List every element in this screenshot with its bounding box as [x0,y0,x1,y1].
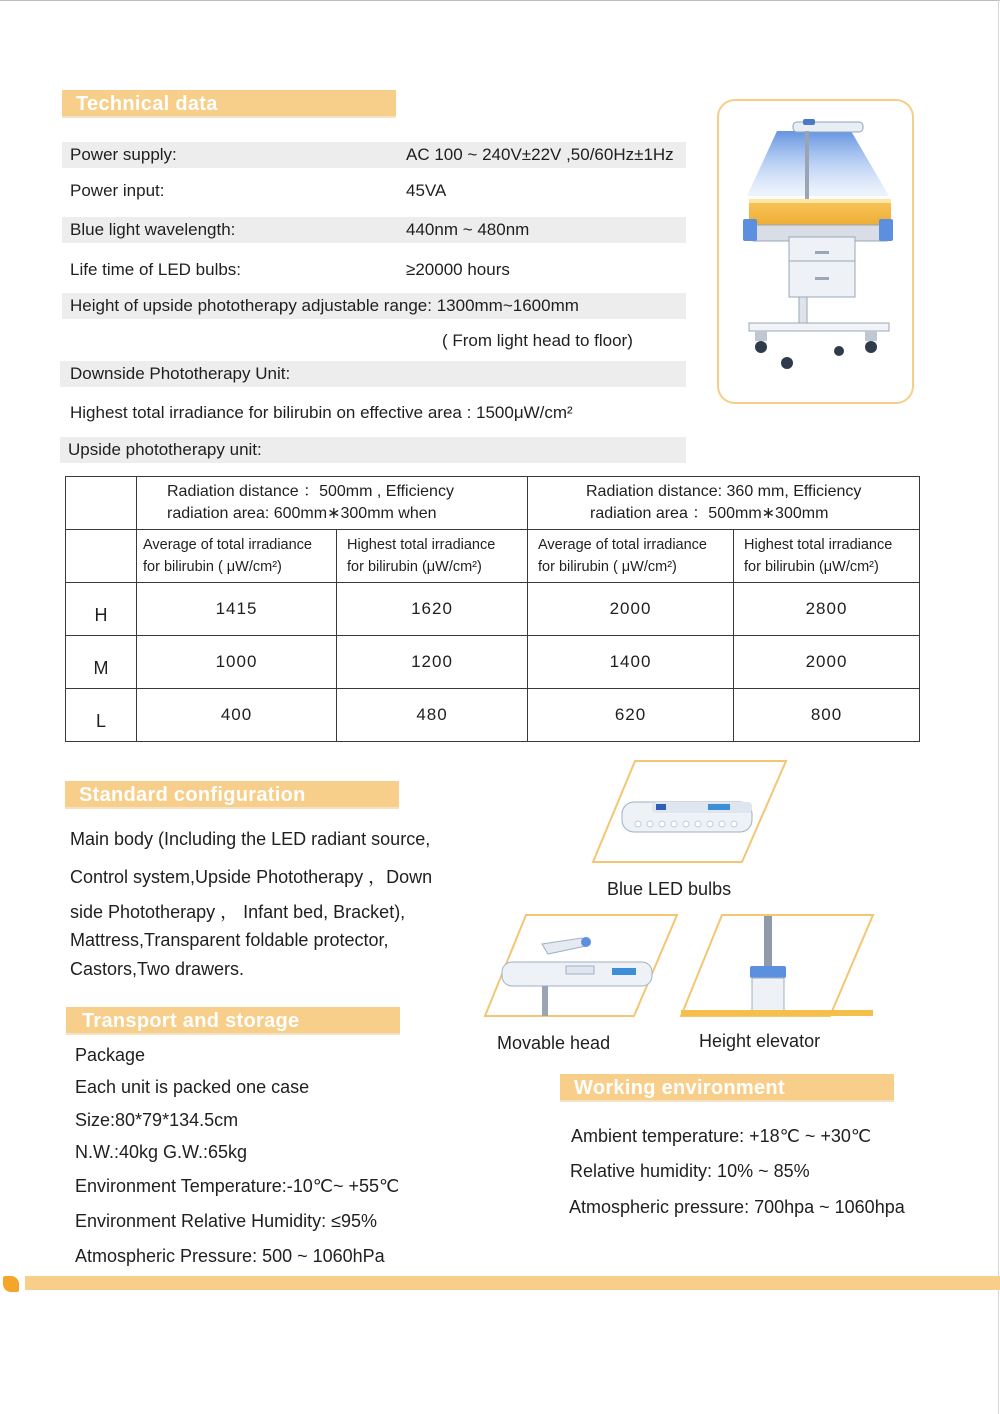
level-cell: H [66,583,137,636]
footer-accent-icon [3,1276,19,1292]
value-cell: 1400 [528,636,734,689]
transport-package: Package [75,1045,146,1065]
table-row [66,689,920,742]
table-row [66,583,920,636]
standard-config-line-5: Castors,Two drawers. [70,959,245,979]
page-border-top [0,0,1000,1]
col-header-avg-500 [137,530,337,583]
technical-data-header: Technical data [62,90,396,118]
transport-pressure: Atmospheric Pressure: 500 ~ 1060hPa [75,1246,385,1266]
value-cell: 2800 [734,583,920,636]
col-high-line1: Highest total irradiance [744,537,893,553]
col-header-avg-360 [528,530,734,583]
transport-humidity: Environment Relative Humidity: ≤95% [75,1211,378,1231]
height-elevator-caption: Height elevator [699,1031,821,1051]
transport-size: Size:80*79*134.5cm [75,1110,239,1130]
spec-row-power-input [62,178,686,204]
working-humidity: Relative humidity: 10% ~ 85% [570,1161,810,1181]
transport-weight: N.W.:40kg G.W.:65kg [75,1142,248,1162]
col-avg-line1: Average of total irradiance [143,537,313,553]
product-photo-card [717,99,914,404]
working-environment-header: Working environment [560,1074,894,1102]
page-border-right [998,0,999,1414]
standard-config-line-4: Mattress,Transparent foldable protector, [70,930,389,950]
value-cell: 1620 [337,583,528,636]
working-pressure: Atmospheric pressure: 700hpa ~ 1060hpa [569,1197,905,1217]
col-high-line1: Highest total irradiance [347,537,496,553]
standard-config-header: Standard configuration [65,781,399,809]
transport-packed: Each unit is packed one case [75,1077,310,1097]
value-cell: 2000 [528,583,734,636]
value-cell: 1000 [137,636,337,689]
irradiance-table [65,476,920,742]
value-cell: 480 [337,689,528,742]
group-500mm-line1: Radiation distance ：500mm , Efficiency [167,483,454,500]
table-header-row-2 [66,530,920,583]
col-high-line2: for bilirubin (μW/cm²) [744,559,879,575]
footer-bar [25,1276,1000,1290]
working-ambient: Ambient temperature: +18℃ ~ +30℃ [571,1126,872,1146]
upside-label: Upside phototherapy unit: [68,440,262,459]
standard-config-line-1: Main body (Including the LED radiant source, [70,829,431,849]
value-cell: 2000 [734,636,920,689]
spec-row-upside [60,437,686,463]
downside-irradiance: Highest total irradiance for bilirubin on effective area : 1500μW/cm² [70,403,573,422]
col-avg-line2: for bilirubin ( μW/cm²) [143,559,282,575]
lifetime-value: ≥20000 hours [406,260,510,279]
table-row [66,636,920,689]
transport-storage-header: Transport and storage [66,1007,400,1035]
value-cell: 1415 [137,583,337,636]
spec-row-height-range [62,293,686,319]
group-500mm-line2: radiation area: 600mm∗300mm when [167,505,437,522]
col-high-line2: for bilirubin (μW/cm²) [347,559,482,575]
spec-row-wavelength [62,217,686,243]
power-supply-label: Power supply: [70,145,177,164]
col-header-high-360 [734,530,920,583]
table-subheader-empty [66,530,137,583]
spec-row-power-supply [62,142,686,168]
transport-temperature: Environment Temperature:-10℃~ +55℃ [75,1176,400,1196]
standard-config-line-2: Control system,Upside Phototherapy ，Down [70,867,433,887]
height-elevator-photo [678,912,876,1020]
table-header-row-1 [66,477,920,530]
movable-head-caption: Movable head [497,1033,611,1053]
lifetime-label: Life time of LED bulbs: [70,260,242,279]
level-cell: L [66,689,137,742]
power-input-value: 45VA [406,181,447,200]
group-500mm-header [137,477,528,530]
group-360mm-header [528,477,920,530]
level-cell: M [66,636,137,689]
spec-row-lifetime [62,257,686,283]
power-supply-value: AC 100 ~ 240V±22V ,50/60Hz±1Hz [406,145,674,164]
phototherapy-unit-illustration [719,101,914,404]
value-cell: 620 [528,689,734,742]
group-360mm-line1: Radiation distance: 360 mm, Efficiency [586,483,862,500]
downside-label: Downside Phototherapy Unit: [70,364,291,383]
height-range-note: ( From light head to floor) [442,331,633,350]
wavelength-label: Blue light wavelength: [70,220,236,239]
wavelength-value: 440nm ~ 480nm [406,220,530,239]
power-input-label: Power input: [70,181,165,200]
blue-led-caption: Blue LED bulbs [607,879,732,899]
col-avg-line2: for bilirubin ( μW/cm²) [538,559,677,575]
blue-led-bulbs-photo [590,758,790,866]
col-avg-line1: Average of total irradiance [538,537,708,553]
col-header-high-500 [337,530,528,583]
table-corner-cell [66,477,137,530]
spec-row-downside [60,361,686,387]
value-cell: 1200 [337,636,528,689]
height-range-text: Height of upside phototherapy adjustable range: 1300mm~1600mm [70,296,579,315]
movable-head-photo [482,912,680,1020]
group-360mm-line2: radiation area ：500mm∗300mm [590,505,829,522]
standard-config-line-3: side Phototherapy ， Infant bed, Bracket), [70,902,406,922]
value-cell: 800 [734,689,920,742]
value-cell: 400 [137,689,337,742]
